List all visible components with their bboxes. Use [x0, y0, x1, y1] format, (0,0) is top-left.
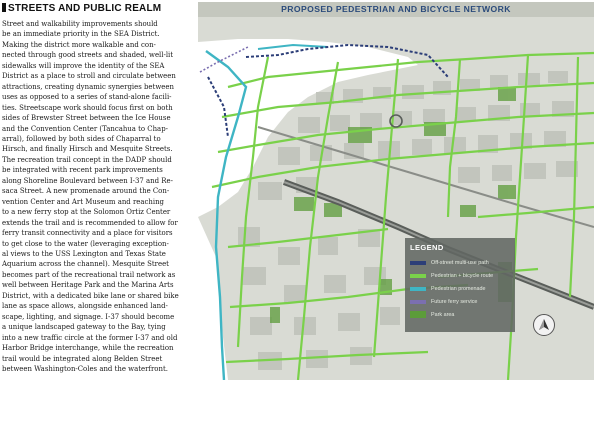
- section-heading: [2, 3, 190, 14]
- article-line: extends the trail and is recommended to allow for: [2, 218, 178, 227]
- north-arrow-icon: [533, 314, 555, 336]
- legend-label: Park area: [431, 311, 455, 318]
- article-line: saca Street. A new promenade around the Con-: [2, 187, 170, 196]
- legend-label: Off-street multi-use path: [431, 259, 489, 266]
- article-line: well between Heritage Park and the Marina Arts: [2, 281, 174, 290]
- legend-label: Pedestrian + bicycle route: [431, 272, 494, 279]
- section-heading-text: STREETS AND PUBLIC REALM: [8, 3, 162, 14]
- legend-item: [410, 295, 510, 308]
- network-map: [198, 2, 594, 380]
- article-line: attractions, creating dynamic synergies between: [2, 82, 174, 91]
- article-line: to a new ferry stop at the Solomon Ortiz Center: [2, 208, 171, 217]
- article-line: be an immediate priority in the SEA District.: [2, 30, 160, 39]
- map-title: PROPOSED PEDESTRIAN AND BICYCLE NETWORK: [198, 2, 594, 17]
- legend-item: [410, 308, 510, 321]
- article-line: arral), followed by both sides of Chaparral to: [2, 134, 161, 143]
- article-column: [0, 0, 192, 446]
- article-line: ties. Streetscape work should focus first on both: [2, 103, 173, 112]
- legend-swatch-ped-bike: [410, 274, 426, 278]
- north-arrow-glyph: [537, 318, 551, 332]
- article-line: becomes part of the recreational trail network as: [2, 270, 176, 279]
- legend-label: Pedestrian promenade: [431, 285, 486, 292]
- article-line: The recreation trail concept in the DADP should: [2, 155, 172, 164]
- legend-label: Future ferry service: [431, 298, 478, 305]
- article-line: Street and walkability improvements should: [2, 20, 158, 28]
- article-line: District as a place to stroll and circulate between: [2, 72, 176, 81]
- article-line: nected through good streets and shaded, well-lit: [2, 51, 174, 60]
- article-line: into a new traffic circle at the former I-37 and old: [2, 333, 178, 342]
- article-line: be integrated with recent park improvements: [2, 166, 163, 175]
- article-line: sidewalks will improve the identity of the SEA: [2, 61, 165, 70]
- article-line: Making the district more walkable and con-: [2, 40, 156, 49]
- legend-swatch-ferry: [410, 300, 426, 304]
- article-line: Harbor Bridge interchange, while the recreation: [2, 344, 174, 353]
- article-line: and the Convention Center (Tancahua to Chap-: [2, 124, 168, 133]
- legend-swatch-offstreet: [410, 261, 426, 265]
- legend-item: [410, 269, 510, 282]
- article-line: lane as space allows, alongside enhanced land-: [2, 302, 168, 311]
- legend-swatch-promenade: [410, 287, 426, 291]
- article-line: to get close to the water (leveraging exception-: [2, 239, 169, 248]
- article-line: Aquarium across the channel). Mesquite Street: [2, 260, 169, 269]
- article-line: al views to the USS Lexington and Texas State: [2, 249, 166, 258]
- article-line: a unique landscaped gateway to the Bay, tying: [2, 323, 166, 332]
- article-line: trail would be integrated along Belden Street: [2, 354, 163, 363]
- article-line: scape, lighting, and signage. I-37 should become: [2, 312, 175, 321]
- article-line: ferry transit connectivity and a place for visitors: [2, 229, 173, 238]
- heading-marker: [2, 3, 6, 12]
- article-line: along Shoreline Boulevard between I-37 and Re-: [2, 176, 173, 185]
- legend-item: [410, 282, 510, 295]
- article-line: District, with a dedicated bike lane or shared bike: [2, 291, 179, 300]
- article-body: [2, 19, 190, 374]
- map-legend: [405, 238, 515, 332]
- article-line: between Washington-Coles and the waterfront.: [2, 364, 168, 373]
- article-line: sides of Brewster Street between the Ice House: [2, 114, 171, 123]
- legend-swatch-park: [410, 311, 426, 318]
- legend-title: LEGEND: [410, 243, 444, 252]
- article-line: uses as opposed to a series of stand-alone facili-: [2, 93, 172, 102]
- article-line: vention Center and Art Museum and reaching: [2, 197, 164, 206]
- article-line: Hirsch, and finally Hirsch and Mesquite Streets.: [2, 145, 173, 154]
- legend-item: [410, 256, 510, 269]
